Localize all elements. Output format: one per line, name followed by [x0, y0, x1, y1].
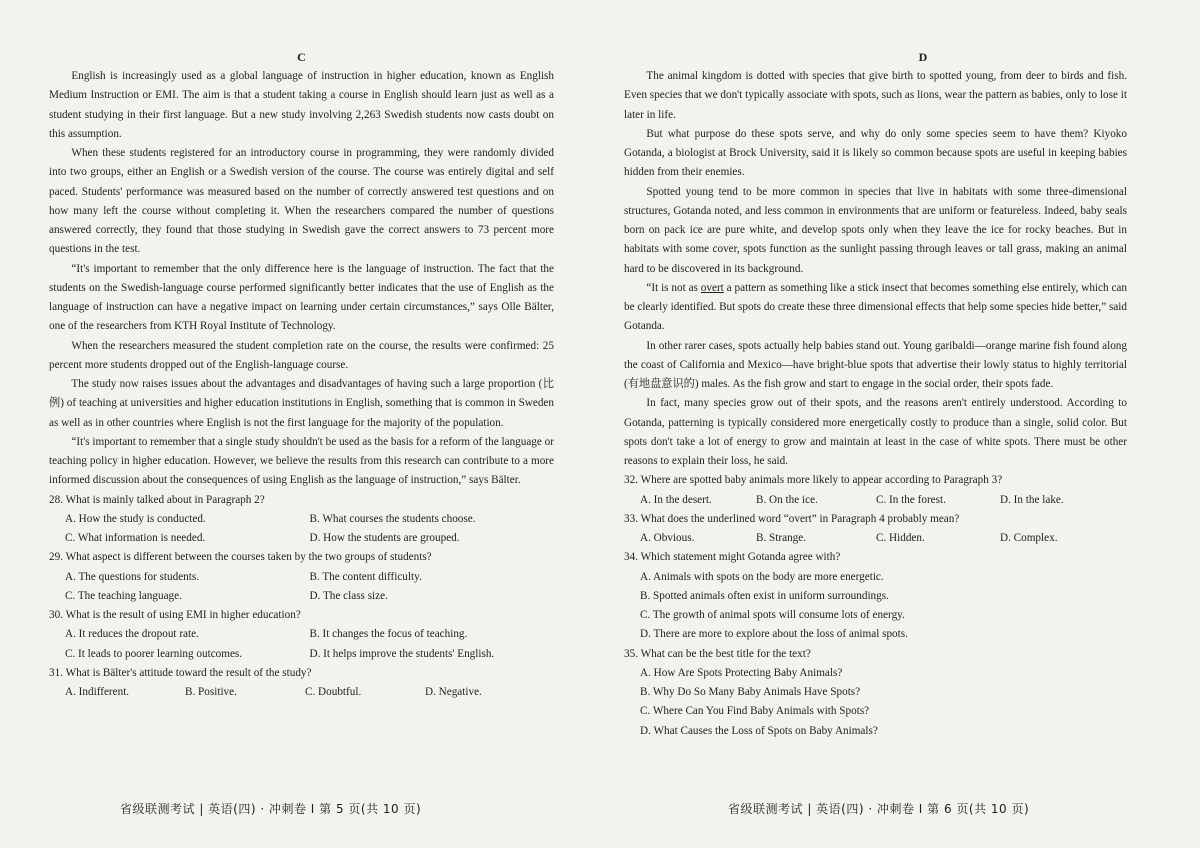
- option-d: D. It helps improve the students' English.: [309, 647, 495, 660]
- option-a: A. Obvious.: [640, 532, 695, 544]
- option-c: C. In the forest.: [876, 493, 946, 506]
- option-b: B. On the ice.: [756, 493, 818, 506]
- option-d: D. What Causes the Loss of Spots on Baby Animals?: [640, 724, 878, 737]
- passage-c-column: [49, 48, 554, 702]
- passage-paragraph: In other rarer cases, spots actually help babies stand out. Young garibaldi—orange marine fish found along the coast of California and Mexico—have bright-blue spots that advertise their lowly status to highly territorial (有地盘意识的) males. As the fish grow and start to engage in the social order, their spots fade.: [624, 339, 1127, 390]
- option-d: D. How the students are grouped.: [309, 532, 460, 544]
- passage-paragraph: When these students registered for an introductory course in programming, they were randomly divided into two groups, either an English or a Swedish version of the course. The course was entirely digital and self paced. Students' performance was measured based on the number of correctly answered test questions and on how many left the course without completing it. When the researchers compared the number of questions answered correctly, they found that those studying in Swedish gave the correct answers to 73 percent more questions in the test.: [49, 147, 554, 256]
- question-30-options: [49, 625, 554, 664]
- passage-paragraph: “It's important to remember that the only difference here is the language of instruction. The fact that the students on the Swedish-language course performed significantly better indicates that the use of English as the language of instruction can have a negative impact on learning under certain circumstances,” says Olle Bälter, one of the researchers from KTH Royal Institute of Technology.: [49, 262, 554, 333]
- section-heading-c: C: [297, 50, 306, 64]
- question-28-options: [49, 510, 554, 549]
- question-33: 33. What does the underlined word “overt” in Paragraph 4 probably mean?: [624, 512, 960, 525]
- option-b: B. The content difficulty.: [309, 570, 422, 583]
- option-c: C. The teaching language.: [65, 589, 182, 602]
- passage-paragraph: Spotted young tend to be more common in species that live in habitats with some three-dimensional structures, Gotanda noted, and less common in environments that are uniform or featureless. Indeed, baby seals born on pack ice are pure white, and develop spots only when they leave the ice for rocky beaches. But in habitats with some cover, spots function as the sunlight passing through leaves or tall grass, making an animal hard to be discovered in its background.: [624, 185, 1127, 275]
- option-b: B. Why Do So Many Baby Animals Have Spots?: [640, 686, 861, 698]
- page-6: [600, 0, 1200, 848]
- option-d: D. Complex.: [1000, 532, 1058, 544]
- option-a: A. Indifferent.: [65, 686, 130, 698]
- option-c: C. The growth of animal spots will consume lots of energy.: [640, 609, 905, 621]
- passage-d-column: [624, 48, 1127, 741]
- option-c: C. Where Can You Find Baby Animals with Spots?: [640, 705, 870, 718]
- section-heading-d: D: [918, 50, 928, 64]
- question-34-options: [624, 568, 1127, 645]
- passage-paragraph: “It is not as overt a pattern as something like a stick insect that becomes something else entirely, which can be clearly identified. But spots do create these three dimensional effects that help some species hide better,” said Gotanda.: [624, 281, 1127, 333]
- underlined-word-overt: overt: [700, 281, 724, 294]
- passage-paragraph: But what purpose do these spots serve, and why do only some species seem to have them? Kiyoko Gotanda, a biologist at Brock University, said it is likely so common because spots are useful in keeping babies hidden from their enemies.: [624, 127, 1127, 179]
- question-32-options: [624, 491, 1127, 510]
- question-31: 31. What is Bälter's attitude toward the result of the study?: [49, 666, 312, 679]
- question-31-options: [49, 683, 554, 702]
- question-33-options: [624, 529, 1127, 548]
- option-a: A. Animals with spots on the body are more energetic.: [640, 570, 884, 583]
- option-b: B. It changes the focus of teaching.: [309, 628, 468, 641]
- question-34: 34. Which statement might Gotanda agree with?: [624, 551, 841, 564]
- option-a: A. How the study is conducted.: [65, 512, 206, 525]
- option-b: B. Positive.: [185, 686, 237, 698]
- question-30: 30. What is the result of using EMI in higher education?: [49, 609, 301, 621]
- option-d: D. In the lake.: [1000, 493, 1064, 506]
- passage-paragraph: In fact, many species grow out of their spots, and the reasons aren't entirely understood. According to Gotanda, patterning is typically considered more energetically costly to produce than a single, solid color. But spots don't take a lot of energy to grow and maintain at least in the case of white spots. There must be other reasons to explain their loss, he said.: [624, 397, 1127, 467]
- option-c: C. Doubtful.: [305, 686, 362, 698]
- option-d: D. The class size.: [309, 589, 388, 602]
- passage-paragraph: English is increasingly used as a global language of instruction in higher education, known as English Medium Instruction or EMI. The aim is that a student taking a course in English should learn just as well as a student studying in their first language. But a new study involving 2,263 Swedish students now casts doubt on this assumption.: [49, 70, 554, 140]
- option-d: D. Negative.: [425, 686, 482, 698]
- question-32: 32. Where are spotted baby animals more likely to appear according to Paragraph 3?: [624, 474, 1003, 487]
- option-c: C. It leads to poorer learning outcomes.: [65, 647, 243, 660]
- question-35: 35. What can be the best title for the text?: [624, 647, 811, 660]
- question-29-options: [49, 568, 554, 607]
- option-b: B. What courses the students choose.: [309, 512, 476, 525]
- passage-paragraph: The study now raises issues about the advantages and disadvantages of having such a large proportion (比例) of teaching at universities and higher education institutions in English, something that is common in Sweden as well as in other countries where English is not the first language for the majority of the population.: [49, 378, 554, 429]
- option-c: C. What information is needed.: [65, 532, 206, 544]
- question-28: 28. What is mainly talked about in Paragraph 2?: [49, 493, 265, 506]
- option-a: A. In the desert.: [640, 493, 712, 506]
- option-a: A. How Are Spots Protecting Baby Animals?: [640, 666, 843, 679]
- question-29: 29. What aspect is different between the courses taken by the two groups of students?: [49, 551, 432, 564]
- option-c: C. Hidden.: [876, 532, 925, 544]
- option-b: B. Spotted animals often exist in uniform surroundings.: [640, 589, 889, 602]
- question-35-options: [624, 664, 1127, 741]
- page-footer: 省级联测考试 | 英语(四) · 冲刺卷 Ⅰ 第 5 页(共 10 页): [120, 802, 422, 816]
- page-footer: 省级联测考试 | 英语(四) · 冲刺卷 Ⅰ 第 6 页(共 10 页): [728, 802, 1030, 816]
- passage-paragraph: “It's important to remember that a single study shouldn't be used as the basis for a reform of the language or teaching policy in higher education. However, we believe the results from this research can contribute to a more informed discussion about the consequences of using English as the language of instruction,” says Bälter.: [49, 435, 554, 487]
- passage-paragraph: When the researchers measured the student completion rate on the course, the results were confirmed: 25 percent more students dropped out of the English-language course.: [49, 339, 554, 371]
- option-d: D. There are more to explore about the loss of animal spots.: [640, 628, 908, 641]
- option-b: B. Strange.: [756, 532, 807, 544]
- option-a: A. It reduces the dropout rate.: [65, 628, 199, 641]
- option-a: A. The questions for students.: [65, 570, 200, 583]
- passage-paragraph: The animal kingdom is dotted with species that give birth to spotted young, from deer to birds and fish. Even species that we don't typically associate with spots, such as lions, wear the pattern as babies, only to lose it later in life.: [624, 70, 1127, 121]
